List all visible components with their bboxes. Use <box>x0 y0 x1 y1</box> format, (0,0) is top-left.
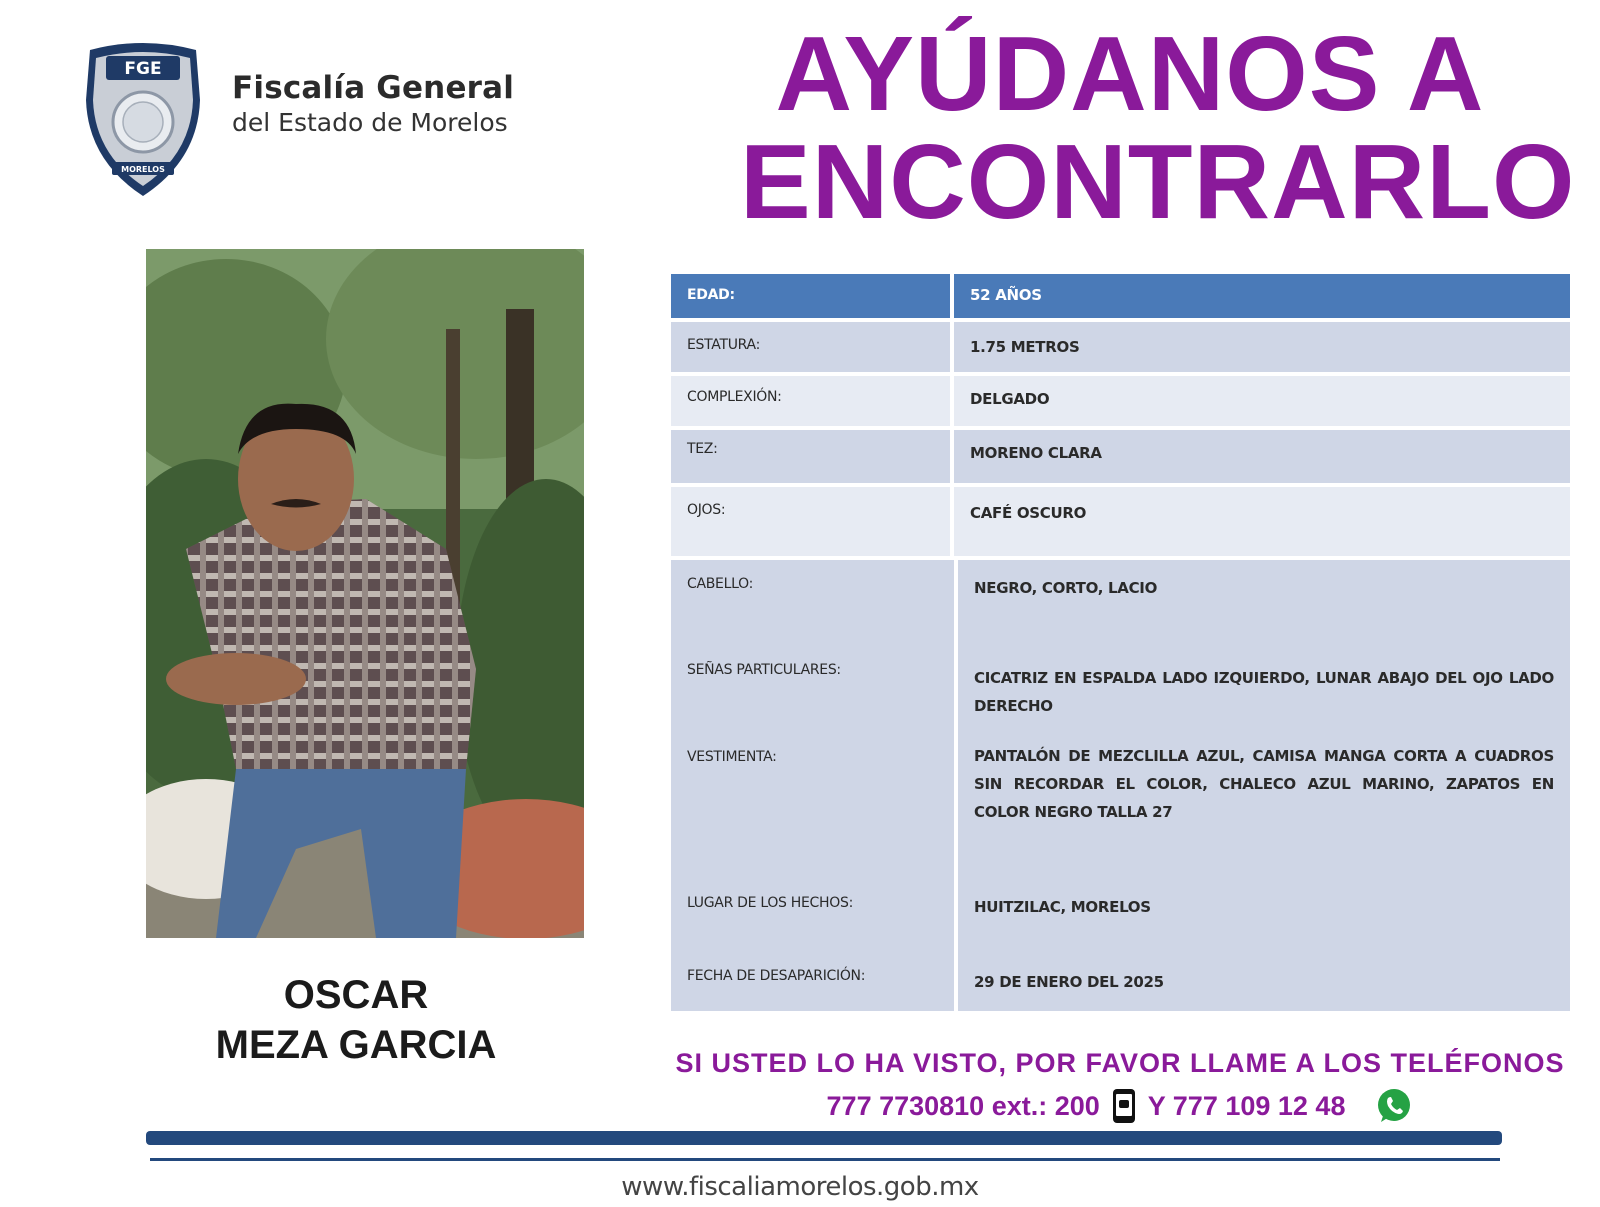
whatsapp-icon <box>1375 1087 1413 1125</box>
cta-phones <box>660 1087 1580 1125</box>
organization-name <box>232 70 514 137</box>
org-subtitle: del Estado de Morelos <box>232 108 508 137</box>
person-name <box>146 970 566 1070</box>
label-edad: EDAD: <box>671 274 954 318</box>
label-lugar: LUGAR DE LOS HECHOS: <box>687 895 853 911</box>
label-fecha: FECHA DE DESAPARICIÓN: <box>687 968 866 984</box>
row-complexion <box>671 376 1570 430</box>
label-complexion: COMPLEXIÓN: <box>671 376 954 426</box>
value-edad: 52 AÑOS <box>970 286 1042 304</box>
value-estatura: 1.75 METROS <box>970 338 1080 356</box>
row-edad <box>671 274 1570 322</box>
person-first-name: OSCAR <box>283 973 429 1017</box>
row-estatura <box>671 322 1570 376</box>
value-tez: MORENO CLARA <box>970 444 1102 462</box>
footer-rule <box>150 1158 1500 1161</box>
footer-bar <box>146 1131 1502 1145</box>
value-lugar: HUITZILAC, MORELOS <box>974 898 1151 916</box>
value-ojos: CAFÉ OSCURO <box>970 504 1087 522</box>
row-ojos <box>671 487 1570 560</box>
value-cabello: NEGRO, CORTO, LACIO <box>974 579 1158 597</box>
label-cabello: CABELLO: <box>687 576 753 592</box>
row-tez <box>671 430 1570 487</box>
phone-number-2[interactable]: Y 777 109 12 48 <box>1147 1090 1346 1121</box>
details-block <box>671 560 1570 1011</box>
call-to-action <box>660 1048 1580 1125</box>
headline <box>740 15 1576 241</box>
logo-badge-text: FGE <box>124 59 162 79</box>
value-fecha: 29 DE ENERO DEL 2025 <box>974 973 1164 991</box>
headline-line2: ENCONTRARLO <box>740 123 1576 241</box>
missing-person-photo <box>146 249 584 938</box>
phone-number-1[interactable]: 777 7730810 ext.: 200 <box>826 1090 1100 1121</box>
value-vestimenta: PANTALÓN DE MEZCLILLA AZUL, CAMISA MANGA CORTA A CUADROS SIN RECORDAR EL COLOR, CHALECO AZUL MARINO, ZAPATOS EN COLOR NEGRO TALLA 27 <box>974 747 1554 821</box>
person-last-name: MEZA GARCIA <box>215 1023 497 1067</box>
website-link[interactable]: www.fiscaliamorelos.gob.mx <box>621 1172 979 1202</box>
mobile-phone-icon <box>1110 1088 1138 1124</box>
value-senas: CICATRIZ EN ESPALDA LADO IZQUIERDO, LUNAR ABAJO DEL OJO LADO DERECHO <box>974 669 1554 715</box>
value-complexion: DELGADO <box>970 390 1050 408</box>
label-estatura: ESTATURA: <box>671 322 954 372</box>
label-vestimenta: VESTIMENTA: <box>687 749 777 765</box>
details-table <box>671 274 1570 1011</box>
fge-shield-logo <box>82 40 204 200</box>
logo-seal-text: MORELOS <box>121 165 165 174</box>
label-ojos: OJOS: <box>671 487 954 556</box>
headline-line1: AYÚDANOS A <box>775 15 1485 133</box>
org-title: Fiscalía General <box>232 70 515 106</box>
label-tez: TEZ: <box>671 430 954 483</box>
cta-text: SI USTED LO HA VISTO, POR FAVOR LLAME A LOS TELÉFONOS <box>675 1048 1565 1078</box>
label-senas: SEÑAS PARTICULARES: <box>687 662 841 678</box>
